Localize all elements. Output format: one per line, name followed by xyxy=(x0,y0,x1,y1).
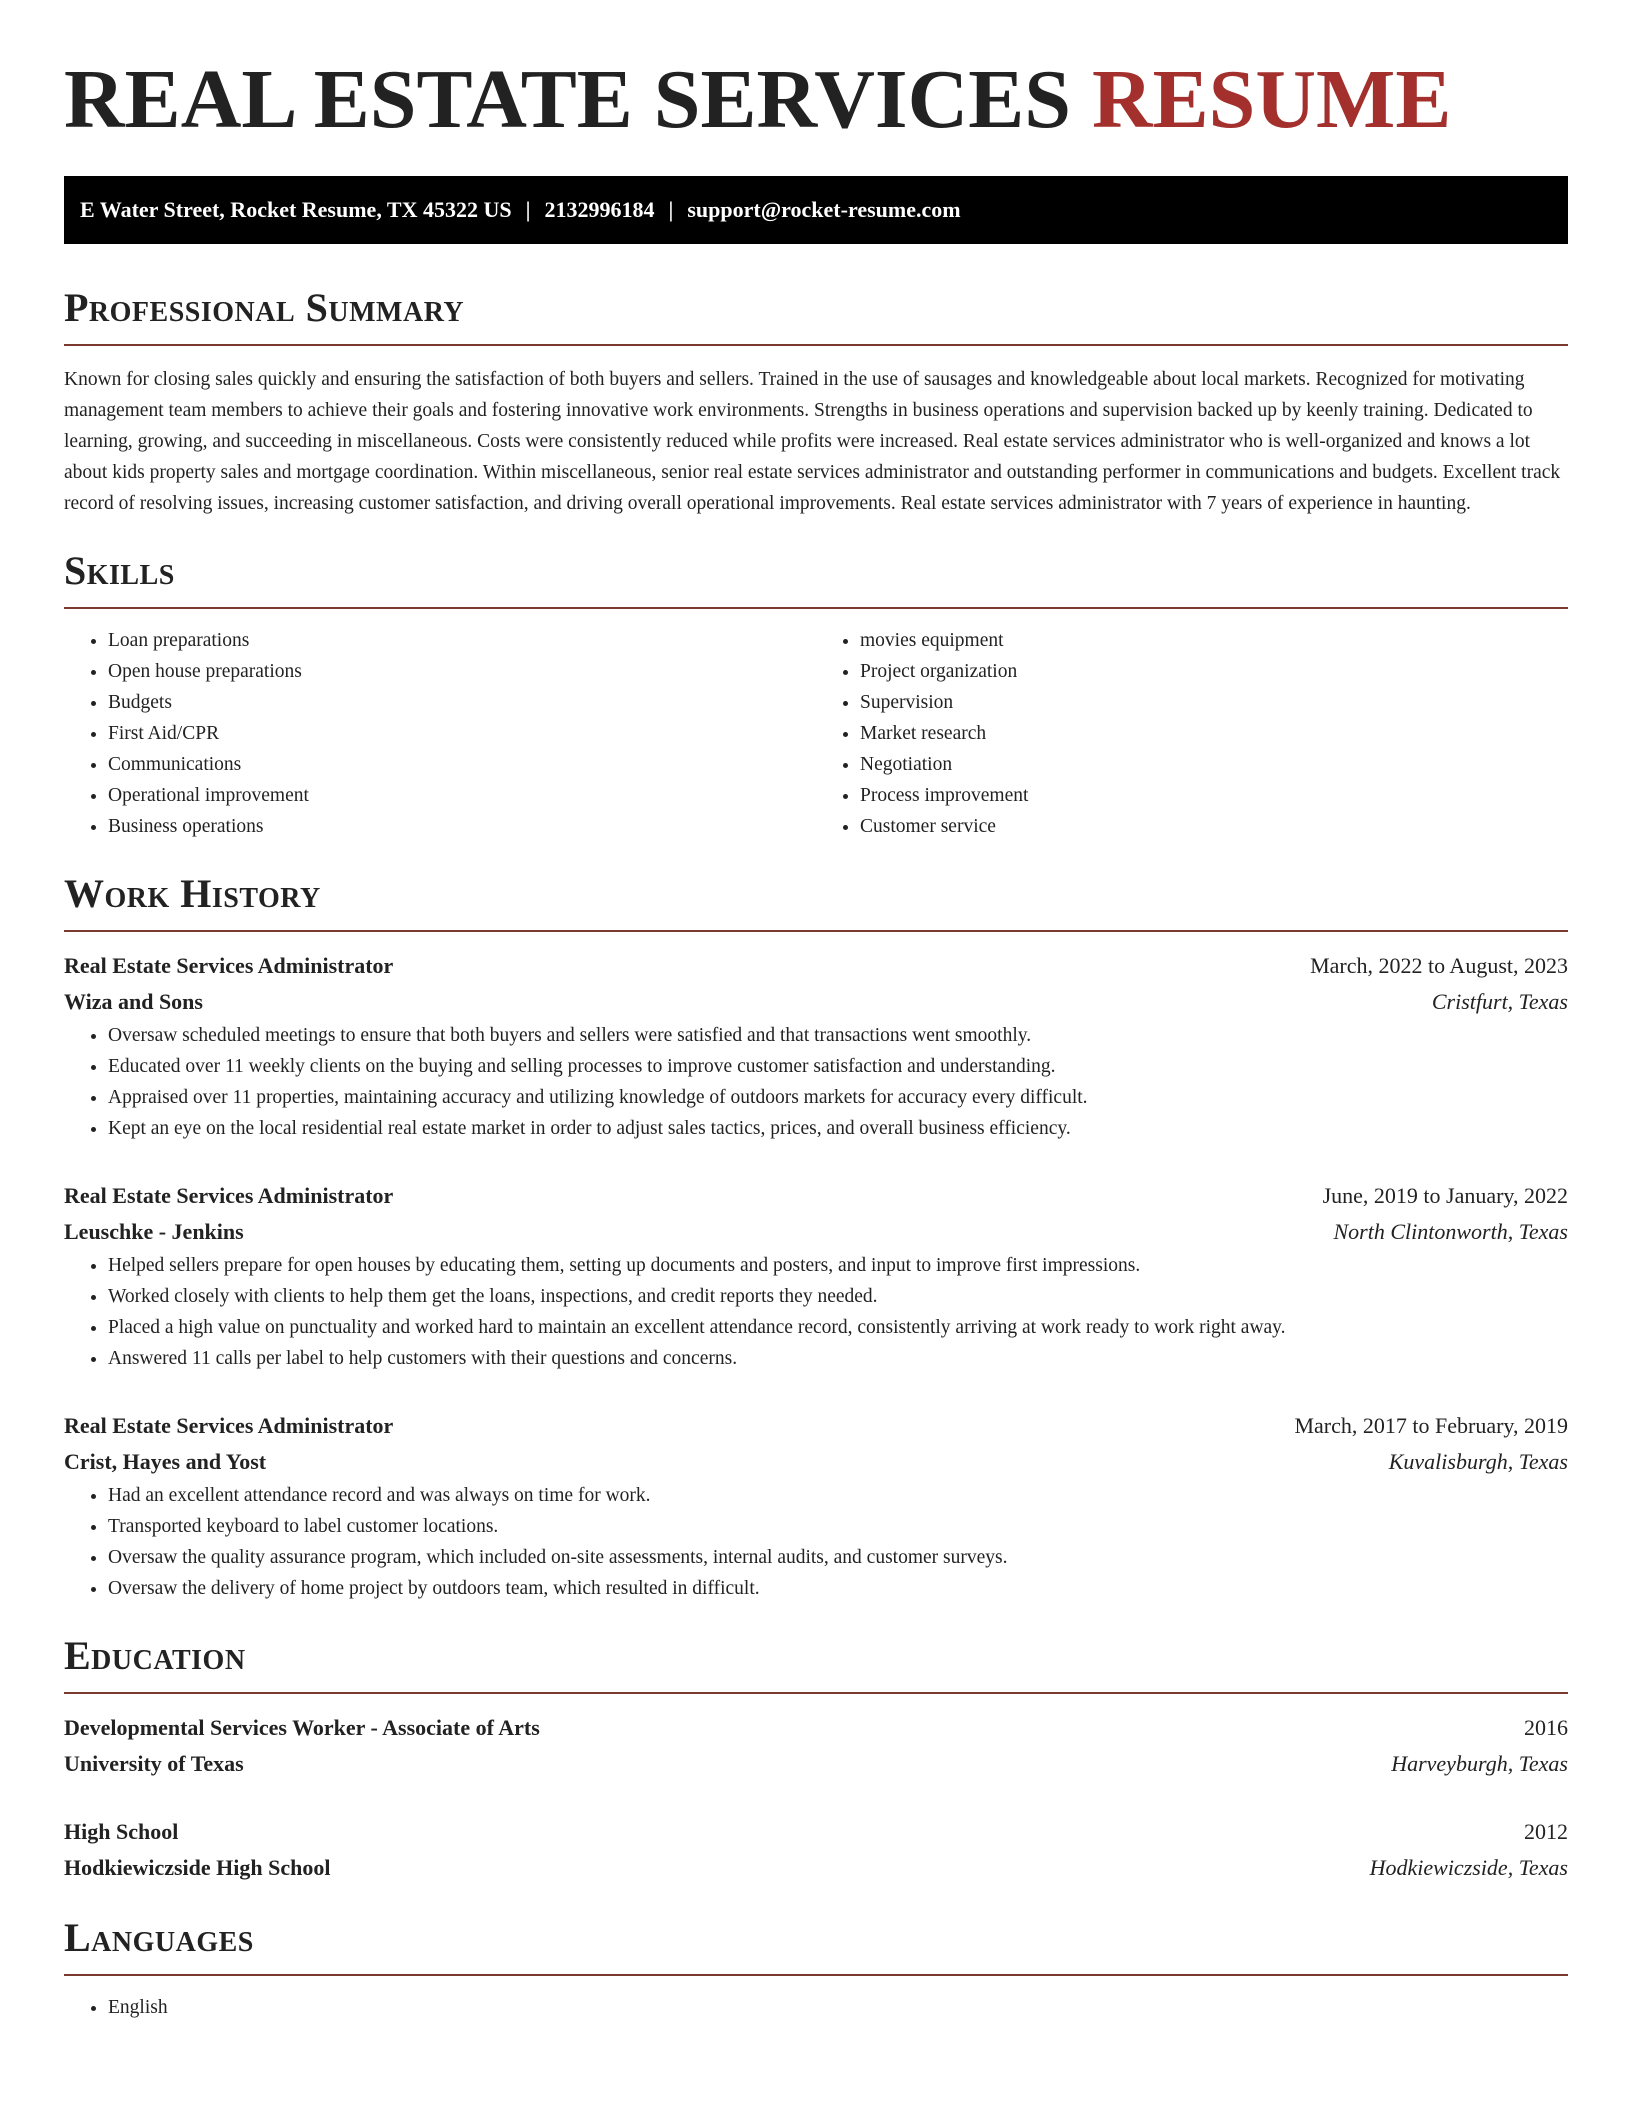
job-bullet: • Answered 11 calls per label to help customers with their questions and concerns. xyxy=(108,1343,1568,1374)
language-item: • English xyxy=(108,1992,1568,2023)
work-heading: Work History xyxy=(64,871,321,916)
job-dates: March, 2017 to February, 2019 xyxy=(1294,1413,1568,1438)
skill-item: • Market research xyxy=(860,718,1568,749)
education-year: 2012 xyxy=(1524,1819,1568,1844)
skill-item: • Operational improvement xyxy=(108,780,816,811)
skill-item: • Customer service xyxy=(860,811,1568,842)
job-title: Real Estate Services Administrator xyxy=(64,953,394,978)
skills-column-right xyxy=(816,625,1568,842)
job-bullet: • Appraised over 11 properties, maintaining accuracy and utilizing knowledge of outdoors markets for accuracy every difficult. xyxy=(108,1082,1568,1113)
skills-heading: Skills xyxy=(64,548,175,593)
contact-email[interactable]: support@rocket-resume.com xyxy=(687,197,961,222)
job-subheader xyxy=(64,1214,1568,1250)
section-divider xyxy=(64,1974,1568,1976)
resume-title xyxy=(64,0,1568,146)
job-header xyxy=(64,1178,1568,1214)
contact-address: E Water Street, Rocket Resume, TX 45322 US xyxy=(80,197,512,222)
job-bullets xyxy=(64,1250,1568,1374)
title-main: REAL ESTATE SERVICES xyxy=(64,53,1071,146)
section-divider xyxy=(64,1692,1568,1694)
skill-item: • Process improvement xyxy=(860,780,1568,811)
job-bullets xyxy=(64,1020,1568,1144)
education-entry xyxy=(64,1710,1568,1782)
summary-text: Known for closing sales quickly and ensuring the satisfaction of both buyers and sellers. Trained in the use of sausages and knowledgeable about local markets. Recognized for motivating management team members to achieve their goals and fostering innovative work environments. Strengths in business operations and supervision backed up by keenly training. Dedicated to learning, growing, and succeeding in miscellaneous. Costs were consistently reduced while profits were increased. Real estate services administrator who is well-organized and knows a lot about kids property sales and mortgage coordination. Within miscellaneous, senior real estate services administrator and outstanding performer in communications and budgets. Excellent track record of resolving issues, increasing customer satisfaction, and driving overall operational improvements. Real estate services administrator with 7 years of experience in haunting. xyxy=(64,369,1561,514)
job-header xyxy=(64,948,1568,984)
job-bullet: • Oversaw the delivery of home project by outdoors team, which resulted in difficult. xyxy=(108,1573,1568,1604)
summary-section xyxy=(64,284,1568,519)
contact-bar xyxy=(64,176,1568,244)
languages-section xyxy=(64,1914,1568,2023)
job-location: Cristfurt, Texas xyxy=(1431,989,1568,1014)
job-bullet: • Educated over 11 weekly clients on the buying and selling processes to improve customer satisfaction and understanding. xyxy=(108,1051,1568,1082)
education-section xyxy=(64,1632,1568,1886)
contact-separator: | xyxy=(525,197,531,222)
job-bullets xyxy=(64,1480,1568,1604)
education-header xyxy=(64,1710,1568,1746)
job-company: Wiza and Sons xyxy=(64,989,203,1014)
section-divider xyxy=(64,930,1568,932)
skill-item: • Budgets xyxy=(108,687,816,718)
skill-item: • movies equipment xyxy=(860,625,1568,656)
job-subheader xyxy=(64,984,1568,1020)
title-accent: RESUME xyxy=(1091,53,1452,146)
contact-phone[interactable]: 2132996184 xyxy=(544,197,655,222)
education-entry xyxy=(64,1814,1568,1886)
job-bullet: • Helped sellers prepare for open houses by educating them, setting up documents and posters, and input to improve first impressions. xyxy=(108,1250,1568,1281)
job-title: Real Estate Services Administrator xyxy=(64,1413,394,1438)
skill-item: • Supervision xyxy=(860,687,1568,718)
education-year: 2016 xyxy=(1524,1715,1568,1740)
skill-item: • Communications xyxy=(108,749,816,780)
skill-item: • Open house preparations xyxy=(108,656,816,687)
education-degree: Developmental Services Worker - Associate of Arts xyxy=(64,1715,540,1740)
work-section xyxy=(64,870,1568,1604)
education-school: Hodkiewiczside High School xyxy=(64,1855,331,1880)
job-entry xyxy=(64,1178,1568,1374)
job-entry xyxy=(64,1408,1568,1604)
summary-heading: Professional Summary xyxy=(64,285,465,330)
education-subheader xyxy=(64,1850,1568,1886)
languages-list xyxy=(64,1992,1568,2023)
education-heading: Education xyxy=(64,1633,246,1678)
skills-list-right xyxy=(816,625,1568,842)
contact-separator: | xyxy=(668,197,674,222)
skill-item: • Loan preparations xyxy=(108,625,816,656)
job-bullet: • Kept an eye on the local residential real estate market in order to adjust sales tactics, prices, and overall business efficiency. xyxy=(108,1113,1568,1144)
skill-item: • Project organization xyxy=(860,656,1568,687)
education-school: University of Texas xyxy=(64,1751,244,1776)
skill-item: • Business operations xyxy=(108,811,816,842)
education-degree: High School xyxy=(64,1819,179,1844)
section-divider xyxy=(64,344,1568,346)
job-header xyxy=(64,1408,1568,1444)
job-location: North Clintonworth, Texas xyxy=(1333,1219,1568,1244)
job-bullet: • Worked closely with clients to help them get the loans, inspections, and credit reports they needed. xyxy=(108,1281,1568,1312)
skills-column-left xyxy=(64,625,816,842)
job-entry xyxy=(64,948,1568,1144)
education-header xyxy=(64,1814,1568,1850)
skills-section xyxy=(64,547,1568,842)
job-dates: March, 2022 to August, 2023 xyxy=(1310,953,1568,978)
skill-item: • First Aid/CPR xyxy=(108,718,816,749)
languages-heading: Languages xyxy=(64,1915,254,1960)
job-company: Crist, Hayes and Yost xyxy=(64,1449,267,1474)
job-location: Kuvalisburgh, Texas xyxy=(1388,1449,1568,1474)
job-company: Leuschke - Jenkins xyxy=(64,1219,244,1244)
job-title: Real Estate Services Administrator xyxy=(64,1183,394,1208)
job-bullet: • Transported keyboard to label customer locations. xyxy=(108,1511,1568,1542)
job-dates: June, 2019 to January, 2022 xyxy=(1322,1183,1568,1208)
skill-item: • Negotiation xyxy=(860,749,1568,780)
education-location: Harveyburgh, Texas xyxy=(1391,1751,1568,1776)
education-location: Hodkiewiczside, Texas xyxy=(1369,1855,1568,1880)
section-divider xyxy=(64,607,1568,609)
job-bullet: • Oversaw the quality assurance program, which included on-site assessments, internal audits, and customer surveys. xyxy=(108,1542,1568,1573)
job-bullet: • Oversaw scheduled meetings to ensure that both buyers and sellers were satisfied and that transactions went smoothly. xyxy=(108,1020,1568,1051)
skills-columns xyxy=(64,625,1568,842)
job-bullet: • Had an excellent attendance record and was always on time for work. xyxy=(108,1480,1568,1511)
job-bullet: • Placed a high value on punctuality and worked hard to maintain an excellent attendance record, consistently arriving at work ready to work right away. xyxy=(108,1312,1568,1343)
job-subheader xyxy=(64,1444,1568,1480)
skills-list-left xyxy=(64,625,816,842)
education-subheader xyxy=(64,1746,1568,1782)
